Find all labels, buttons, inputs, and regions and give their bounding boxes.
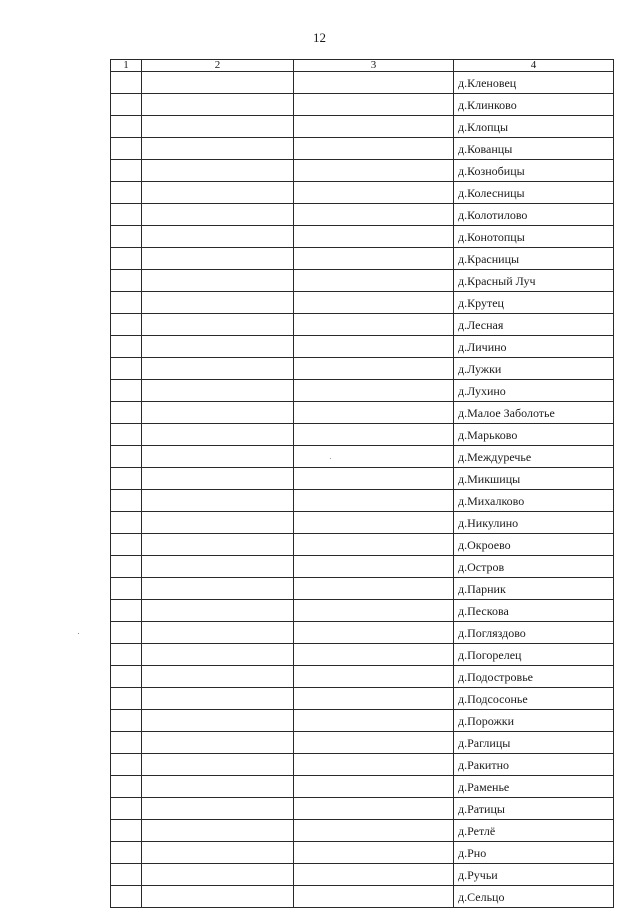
table-cell-col-2: [142, 688, 294, 710]
table-cell-col-2: [142, 886, 294, 908]
table-cell-col-2: [142, 578, 294, 600]
settlement-name-cell: д.Ракитно: [454, 754, 614, 776]
settlement-name-cell: д.Сельцо: [454, 886, 614, 908]
settlement-name-cell: д.Лухино: [454, 380, 614, 402]
settlement-name-cell: д.Кованцы: [454, 138, 614, 160]
table-row: [111, 270, 614, 292]
settlement-name-cell: д.Клинково: [454, 94, 614, 116]
table-cell-col-1: [111, 94, 142, 116]
table-cell-col-1: [111, 336, 142, 358]
table-cell-col-1: [111, 446, 142, 468]
table-body: [111, 72, 614, 908]
settlement-name-cell: д.Остров: [454, 556, 614, 578]
table-cell-col-3: [294, 600, 454, 622]
table-cell-col-3: [294, 292, 454, 314]
table-cell-col-1: [111, 688, 142, 710]
settlement-name-cell: д.Красницы: [454, 248, 614, 270]
table-cell-col-2: [142, 314, 294, 336]
settlement-name-cell: д.Раглицы: [454, 732, 614, 754]
page-number: 12: [313, 30, 326, 45]
table-cell-col-1: [111, 402, 142, 424]
table-cell-col-2: [142, 292, 294, 314]
table-cell-col-1: [111, 820, 142, 842]
table-cell-col-1: [111, 512, 142, 534]
settlement-name-cell: д.Крутец: [454, 292, 614, 314]
table-cell-col-1: [111, 468, 142, 490]
table-row: [111, 138, 614, 160]
table-cell-col-1: [111, 358, 142, 380]
table-cell-col-3: [294, 688, 454, 710]
table-cell-col-3: [294, 666, 454, 688]
table-row: [111, 644, 614, 666]
table-cell-col-2: [142, 710, 294, 732]
table-cell-col-2: [142, 732, 294, 754]
table-cell-col-3: [294, 314, 454, 336]
table-cell-col-3: [294, 710, 454, 732]
table-cell-col-3: [294, 512, 454, 534]
settlement-name-cell: д.Окроево: [454, 534, 614, 556]
table-cell-col-3: [294, 556, 454, 578]
table-cell-col-1: [111, 226, 142, 248]
table-cell-col-1: [111, 182, 142, 204]
settlement-name-cell: д.Колесницы: [454, 182, 614, 204]
table-cell-col-1: [111, 732, 142, 754]
table-cell-col-2: [142, 446, 294, 468]
settlement-name-cell: д.Ретлё: [454, 820, 614, 842]
settlement-name-cell: д.Междуречье: [454, 446, 614, 468]
table-row: [111, 160, 614, 182]
table-cell-col-3: [294, 270, 454, 292]
settlement-name-cell: д.Колотилово: [454, 204, 614, 226]
settlement-name-cell: д.Конотопцы: [454, 226, 614, 248]
table-row: [111, 248, 614, 270]
table-cell-col-3: [294, 754, 454, 776]
table-cell-col-1: [111, 666, 142, 688]
table-cell-col-3: [294, 842, 454, 864]
table-cell-col-1: [111, 622, 142, 644]
table-cell-col-3: [294, 160, 454, 182]
table-cell-col-1: [111, 160, 142, 182]
column-header-4: 4: [454, 60, 614, 72]
table-cell-col-2: [142, 556, 294, 578]
settlement-name-cell: д.Микшицы: [454, 468, 614, 490]
settlement-name-cell: д.Погорелец: [454, 644, 614, 666]
settlement-name-cell: д.Подсосонье: [454, 688, 614, 710]
table-row: [111, 380, 614, 402]
settlement-name-cell: д.Ручьи: [454, 864, 614, 886]
table-cell-col-2: [142, 864, 294, 886]
settlement-name-cell: д.Подостровье: [454, 666, 614, 688]
table-cell-col-2: [142, 468, 294, 490]
settlement-name-cell: д.Парник: [454, 578, 614, 600]
table-row: [111, 358, 614, 380]
table-row: [111, 864, 614, 886]
table-cell-col-3: [294, 534, 454, 556]
table-row: [111, 578, 614, 600]
table-row: [111, 490, 614, 512]
table-cell-col-1: [111, 490, 142, 512]
table-row: [111, 842, 614, 864]
table-row: [111, 688, 614, 710]
table-row: [111, 754, 614, 776]
table-cell-col-3: [294, 578, 454, 600]
table-header-row: [111, 60, 614, 72]
table-cell-col-3: [294, 864, 454, 886]
table-cell-col-2: [142, 424, 294, 446]
table-cell-col-2: [142, 512, 294, 534]
table-cell-col-2: [142, 776, 294, 798]
table-cell-col-3: [294, 138, 454, 160]
table-cell-col-2: [142, 798, 294, 820]
table-row: [111, 292, 614, 314]
table-cell-col-2: [142, 380, 294, 402]
table-cell-col-2: [142, 336, 294, 358]
table-cell-col-3: [294, 336, 454, 358]
table-row: [111, 446, 614, 468]
table-cell-col-3: [294, 798, 454, 820]
table-cell-col-2: [142, 402, 294, 424]
table-cell-col-1: [111, 116, 142, 138]
settlement-name-cell: д.Раменье: [454, 776, 614, 798]
table-cell-col-2: [142, 358, 294, 380]
table-cell-col-1: [111, 864, 142, 886]
table-row: [111, 776, 614, 798]
table-cell-col-2: [142, 182, 294, 204]
table-cell-col-2: [142, 248, 294, 270]
table-row: [111, 72, 614, 94]
table-cell-col-2: [142, 600, 294, 622]
settlement-name-cell: д.Клопцы: [454, 116, 614, 138]
table-cell-col-2: [142, 644, 294, 666]
settlement-name-cell: д.Ратицы: [454, 798, 614, 820]
table-cell-col-3: [294, 248, 454, 270]
settlement-name-cell: д.Малое Заболотье: [454, 402, 614, 424]
settlement-name-cell: д.Лесная: [454, 314, 614, 336]
settlement-name-cell: д.Порожки: [454, 710, 614, 732]
table-cell-col-1: [111, 138, 142, 160]
table-cell-col-1: [111, 578, 142, 600]
table-cell-col-2: [142, 820, 294, 842]
table-cell-col-1: [111, 270, 142, 292]
settlements-table: [110, 59, 614, 908]
table-cell-col-1: [111, 424, 142, 446]
table-row: [111, 534, 614, 556]
table-cell-col-3: [294, 204, 454, 226]
settlement-name-cell: д.Кознобицы: [454, 160, 614, 182]
table-row: [111, 666, 614, 688]
table-cell-col-2: [142, 72, 294, 94]
table-cell-col-2: [142, 94, 294, 116]
table-cell-col-3: [294, 116, 454, 138]
table-cell-col-3: [294, 732, 454, 754]
table-cell-col-2: [142, 226, 294, 248]
table-cell-col-3: [294, 402, 454, 424]
table-row: [111, 512, 614, 534]
table-row: [111, 226, 614, 248]
table-row: [111, 798, 614, 820]
table-cell-col-3: [294, 776, 454, 798]
table-cell-col-1: [111, 556, 142, 578]
table-cell-col-2: [142, 116, 294, 138]
table-cell-col-1: [111, 842, 142, 864]
table-cell-col-1: [111, 776, 142, 798]
table-cell-col-1: [111, 72, 142, 94]
column-header-3: 3: [294, 60, 454, 72]
table-row: [111, 402, 614, 424]
table-cell-col-1: [111, 534, 142, 556]
table-cell-col-3: [294, 424, 454, 446]
table-cell-col-3: [294, 226, 454, 248]
table-row: [111, 424, 614, 446]
settlement-name-cell: д.Марьково: [454, 424, 614, 446]
table-cell-col-1: [111, 710, 142, 732]
table-cell-col-3: [294, 886, 454, 908]
table-cell-col-2: [142, 666, 294, 688]
table-row: [111, 116, 614, 138]
table-row: [111, 336, 614, 358]
table-row: [111, 556, 614, 578]
table-cell-col-2: [142, 204, 294, 226]
table-row: [111, 710, 614, 732]
settlement-name-cell: д.Никулино: [454, 512, 614, 534]
table-row: [111, 732, 614, 754]
table-cell-col-3: [294, 490, 454, 512]
table-cell-col-3: [294, 622, 454, 644]
table-cell-col-2: [142, 754, 294, 776]
table-cell-col-3: [294, 358, 454, 380]
table-cell-col-1: [111, 380, 142, 402]
table-cell-col-3: [294, 644, 454, 666]
table-cell-col-1: [111, 248, 142, 270]
table-row: [111, 820, 614, 842]
settlement-name-cell: д.Личино: [454, 336, 614, 358]
table-row: [111, 622, 614, 644]
table-cell-col-2: [142, 534, 294, 556]
settlement-name-cell: д.Красный Луч: [454, 270, 614, 292]
table-cell-col-1: [111, 600, 142, 622]
table-row: [111, 886, 614, 908]
table-cell-col-3: [294, 94, 454, 116]
table-cell-col-3: [294, 820, 454, 842]
column-header-2: 2: [142, 60, 294, 72]
scan-speck: [78, 633, 79, 634]
table-row: [111, 314, 614, 336]
table-cell-col-1: [111, 754, 142, 776]
table-cell-col-3: [294, 380, 454, 402]
table-cell-col-1: [111, 292, 142, 314]
table-cell-col-1: [111, 644, 142, 666]
table-cell-col-3: [294, 468, 454, 490]
settlement-name-cell: д.Погляздово: [454, 622, 614, 644]
table-cell-col-3: [294, 182, 454, 204]
table-cell-col-3: [294, 72, 454, 94]
table-row: [111, 94, 614, 116]
table-cell-col-2: [142, 622, 294, 644]
settlement-name-cell: д.Михалково: [454, 490, 614, 512]
settlement-name-cell: д.Кленовец: [454, 72, 614, 94]
table-cell-col-1: [111, 886, 142, 908]
table-row: [111, 600, 614, 622]
settlement-name-cell: д.Пескова: [454, 600, 614, 622]
settlement-name-cell: д.Рно: [454, 842, 614, 864]
column-header-1: 1: [111, 60, 142, 72]
table-cell-col-2: [142, 842, 294, 864]
table-cell-col-2: [142, 160, 294, 182]
table-cell-col-3: [294, 446, 454, 468]
table-cell-col-1: [111, 204, 142, 226]
table-cell-col-2: [142, 138, 294, 160]
table-row: [111, 204, 614, 226]
settlement-name-cell: д.Лужки: [454, 358, 614, 380]
table-row: [111, 182, 614, 204]
table-cell-col-2: [142, 270, 294, 292]
table-row: [111, 468, 614, 490]
table-cell-col-1: [111, 798, 142, 820]
table-cell-col-1: [111, 314, 142, 336]
table-cell-col-2: [142, 490, 294, 512]
